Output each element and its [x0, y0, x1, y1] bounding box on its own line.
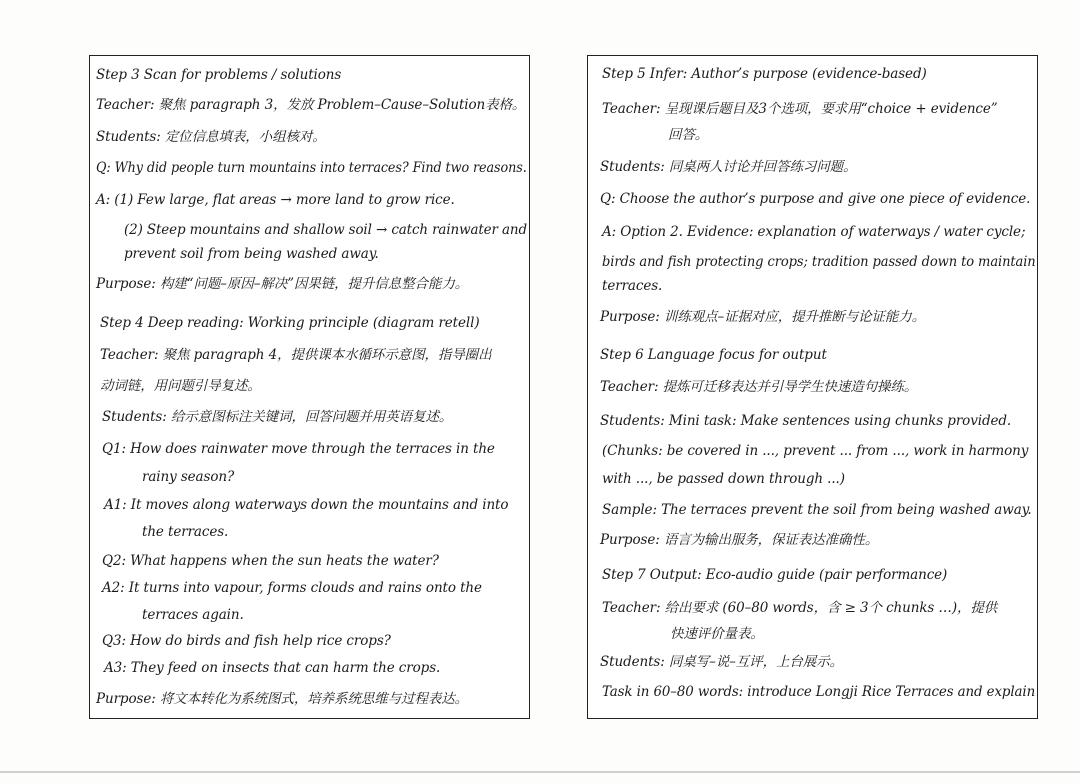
step-3-teacher-line: Teacher: 聚焦 paragraph 3，发放 Problem–Cause–Solution表格。 [96, 97, 526, 113]
right-note-page [587, 55, 1038, 719]
step-7-teacher-line: 快速评价量表。 [670, 626, 764, 642]
step-4-answer-line: A1: It moves along waterways down the mountains and into [104, 497, 509, 513]
step-4-teacher-line: 动词链，用问题引导复述。 [100, 378, 261, 394]
step-3-students-line: Students: 定位信息填表，小组核对。 [96, 129, 326, 145]
step-6-heading: Step 6 Language focus for output [600, 347, 827, 363]
step-4-answer-line: A3: They feed on insects that can harm the crops. [104, 660, 441, 676]
step-6-sample-line: Sample: The terraces prevent the soil from being washed away. [602, 502, 1032, 518]
step-7-task-line: Task in 60–80 words: introduce Longji Rice Terraces and explain [602, 684, 1036, 700]
step-3-answer-line: (2) Steep mountains and shallow soil → catch rainwater and [124, 222, 527, 238]
step-4-question-line: rainy season? [142, 469, 235, 485]
step-7-teacher-line: Teacher: 给出要求 (60–80 words，含 ≥ 3个 chunks …)，提供 [602, 600, 998, 616]
step-3-question: Q: Why did people turn mountains into terraces? Find two reasons. [96, 160, 527, 176]
scan-edge-line [0, 771, 1080, 773]
step-6-chunks-line: with ..., be passed down through ...) [602, 471, 845, 487]
step-4-question-line: Q2: What happens when the sun heats the water? [102, 553, 439, 569]
step-3-answer-line: prevent soil from being washed away. [124, 246, 379, 262]
step-4-question-line: Q3: How do birds and fish help rice crops? [102, 633, 391, 649]
step-5-heading: Step 5 Infer: Author’s purpose (evidence-based) [602, 66, 927, 82]
step-5-question: Q: Choose the author’s purpose and give one piece of evidence. [600, 191, 1031, 207]
step-4-answer-line: A2: It turns into vapour, forms clouds and rains onto the [102, 580, 482, 596]
step-5-answer-line: terraces. [602, 278, 663, 294]
step-6-purpose-line: Purpose: 语言为输出服务，保证表达准确性。 [600, 532, 879, 548]
left-note-page [89, 55, 530, 719]
step-4-answer-line: the terraces. [142, 524, 229, 540]
step-4-heading: Step 4 Deep reading: Working principle (diagram retell) [100, 315, 480, 331]
step-3-answer-line: A: (1) Few large, flat areas → more land to grow rice. [96, 192, 455, 208]
step-6-teacher-line: Teacher: 提炼可迁移表达并引导学生快速造句操练。 [600, 379, 918, 395]
step-7-heading: Step 7 Output: Eco-audio guide (pair performance) [602, 567, 948, 583]
step-3-purpose-line: Purpose: 构建“问题–原因–解决”因果链，提升信息整合能力。 [96, 276, 469, 292]
step-4-question-line: Q1: How does rainwater move through the terraces in the [102, 441, 495, 457]
step-3-heading: Step 3 Scan for problems / solutions [96, 67, 342, 83]
step-4-students-line: Students: 给示意图标注关键词，回答问题并用英语复述。 [102, 409, 453, 425]
step-7-students-line: Students: 同桌写–说–互评，上台展示。 [600, 654, 843, 670]
step-5-answer-line: A: Option 2. Evidence: explanation of waterways / water cycle; [602, 224, 1026, 240]
step-4-purpose-line: Purpose: 将文本转化为系统图式，培养系统思维与过程表达。 [96, 691, 469, 707]
step-5-teacher-line: Teacher: 呈现课后题目及3个选项，要求用“choice + evidence” [602, 101, 998, 117]
step-6-chunks-line: (Chunks: be covered in ..., prevent ... from ..., work in harmony [602, 443, 1029, 459]
step-5-answer-line: birds and fish protecting crops; tradition passed down to maintain [602, 254, 1036, 270]
step-5-purpose-line: Purpose: 训练观点–证据对应，提升推断与论证能力。 [600, 309, 926, 325]
step-4-teacher-line: Teacher: 聚焦 paragraph 4，提供课本水循环示意图，指导圈出 [100, 347, 492, 363]
step-5-students-line: Students: 同桌两人讨论并回答练习问题。 [600, 159, 857, 175]
step-6-students-line: Students: Mini task: Make sentences using chunks provided. [600, 413, 1012, 429]
step-5-teacher-line: 回答。 [668, 127, 709, 143]
step-4-answer-line: terraces again. [142, 607, 244, 623]
